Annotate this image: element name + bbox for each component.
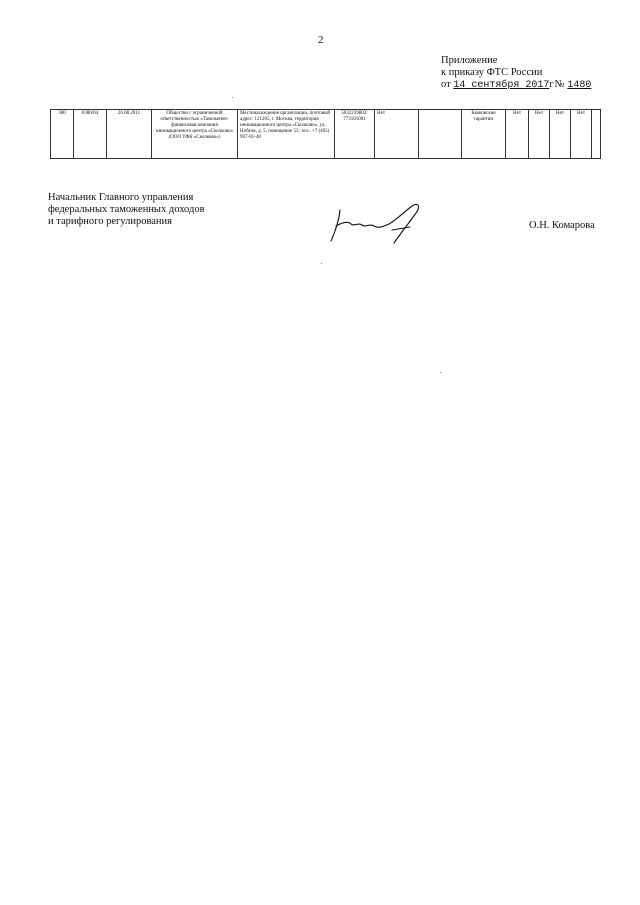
cell-col-12: Нет (550, 110, 571, 159)
cell-address: Местонахождение организации, почтовый адрес: 121205, г. Москва, территория инновационного центра «Сколково», ул. Нобеля, д. 5, помещение 53; тел.: +7 (495) 967-01-48 (238, 110, 335, 159)
cell-col-8 (419, 110, 462, 159)
appendix-year-suffix: г (549, 79, 554, 90)
cell-date: 26.08.2011 (107, 110, 152, 159)
appendix-date-prefix: от (441, 79, 451, 90)
table-row (51, 110, 601, 159)
cell-guarantee-type: Банковские гарантии (462, 110, 506, 159)
cell-col-10: Нет (506, 110, 529, 159)
signatory-position-line-1: Начальник Главного управления (48, 192, 194, 203)
appendix-title: Приложение (441, 55, 498, 66)
cell-organization-name: Общество с ограниченной ответственностью «Таможенно-финансовая компания инновационного центра «Сколково» (ООО ТФК «Сколково») (152, 110, 238, 159)
appendix-header (441, 55, 591, 92)
appendix-order-reference: к приказу ФТС России (441, 67, 543, 78)
appendix-date: 14 сентября 2017 (453, 80, 550, 91)
scan-speck (440, 372, 441, 373)
cell-col-14 (592, 110, 601, 159)
cell-inn-kpp: 5032239802/ 773101001 (335, 110, 375, 159)
signatory-position (48, 192, 205, 228)
signatory-name: О.Н. Комарова (529, 220, 595, 231)
cell-certificate-number: 0380/04 (74, 110, 107, 159)
cell-col-13: Нет (571, 110, 592, 159)
appendix-number-sign: № (554, 79, 565, 90)
cell-registry-number: 380 (51, 110, 74, 159)
cell-col-7: Нет (375, 110, 419, 159)
appendix-date-line (441, 79, 591, 92)
signatory-position-line-3: и тарифного регулирования (48, 216, 172, 227)
scan-speck (321, 263, 322, 264)
registry-table (50, 109, 601, 159)
page-number: 2 (318, 34, 324, 46)
handwritten-signature (326, 202, 426, 244)
scan-speck (232, 97, 233, 98)
appendix-order-number: 1480 (567, 80, 592, 91)
signatory-position-line-2: федеральных таможенных доходов (48, 204, 205, 215)
cell-col-11: Нет (529, 110, 550, 159)
